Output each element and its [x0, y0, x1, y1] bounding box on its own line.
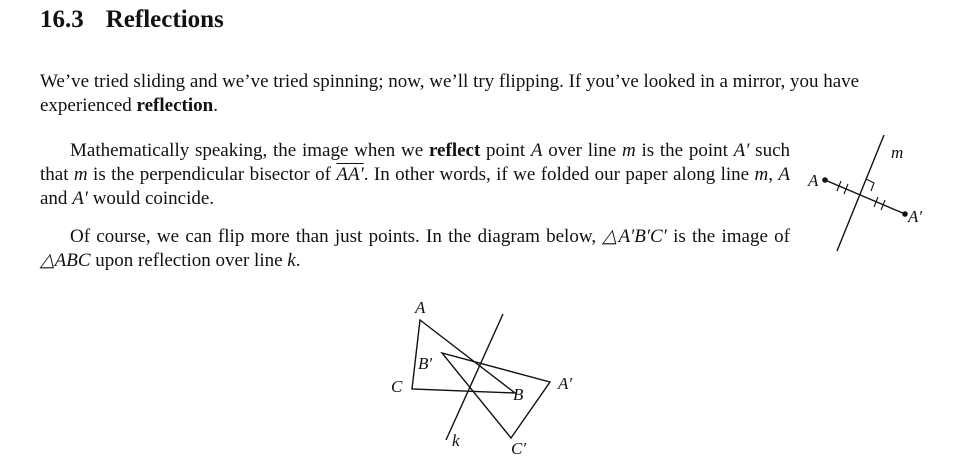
- label-m: m: [891, 143, 904, 162]
- para2-text-6: is the perpendicular bisector of: [87, 164, 337, 185]
- term-reflect: reflect: [428, 140, 481, 161]
- label-B: B: [513, 385, 524, 404]
- para3-text-2: is the image of: [666, 226, 791, 247]
- triangle-reflection-figure: [380, 292, 600, 460]
- para2-text-1: Mathematically speaking, the image when we: [70, 140, 429, 161]
- label-A-prime: A′: [558, 374, 573, 393]
- point-A-prime: [902, 211, 908, 217]
- para3-text-1: Of course, we can flip more than just points. In the diagram below,: [70, 226, 603, 247]
- var-m-3: m: [754, 164, 769, 185]
- label-C-prime: C′: [511, 439, 527, 458]
- label-k: k: [452, 431, 460, 450]
- var-A-prime: A′: [733, 140, 750, 161]
- section-heading: [40, 6, 224, 34]
- para2-text-4: is the point: [635, 140, 734, 161]
- para2-text-10: would coincide.: [87, 188, 215, 209]
- triangle-original-name: △ABC: [40, 250, 91, 271]
- label-A: A: [808, 171, 819, 190]
- var-A-2: A: [778, 164, 790, 185]
- para2-text-2: point: [480, 140, 531, 161]
- label-B-prime: B′: [418, 354, 433, 373]
- intro-paragraph: [40, 70, 930, 118]
- var-A: A: [530, 140, 543, 161]
- var-A-prime-2: A′: [72, 188, 88, 209]
- para2-text-5: such that: [40, 140, 790, 185]
- point-A: [822, 177, 828, 183]
- var-m-2: m: [73, 164, 88, 185]
- para2-text-9: and: [40, 188, 73, 209]
- label-A-prime: A′: [908, 207, 923, 226]
- para2-text-3: over line: [542, 140, 622, 161]
- segment-AA-prime-line: [825, 180, 905, 214]
- var-k: k: [287, 250, 296, 271]
- triangle-paragraph: [40, 225, 790, 273]
- triangle-A-prime-B-prime-C-prime: [442, 353, 550, 438]
- label-A: A: [415, 298, 426, 317]
- right-angle-marker: [866, 179, 874, 191]
- var-m: m: [621, 140, 636, 161]
- section-title: Reflections: [105, 6, 224, 33]
- point-reflection-figure: [800, 130, 940, 260]
- para2-text-8: ,: [768, 164, 779, 185]
- term-reflection: reflection: [136, 95, 214, 116]
- para2-text-7: . In other words, if we folded our paper along line: [363, 164, 755, 185]
- segment-AA-prime: AA′: [336, 164, 364, 185]
- intro-text: We’ve tried sliding and we’ve tried spinning; now, we’ll try flipping. If you’ve looked in a mirror, you have experienced: [40, 71, 860, 116]
- triangle-image-name: △A′B′C′: [602, 226, 667, 247]
- label-C: C: [391, 377, 403, 396]
- para3-text-4: .: [295, 250, 301, 271]
- definition-paragraph: [40, 139, 790, 211]
- para3-text-3: upon reflection over line: [90, 250, 288, 271]
- section-number: 16.3: [40, 6, 84, 33]
- intro-period: .: [213, 95, 218, 116]
